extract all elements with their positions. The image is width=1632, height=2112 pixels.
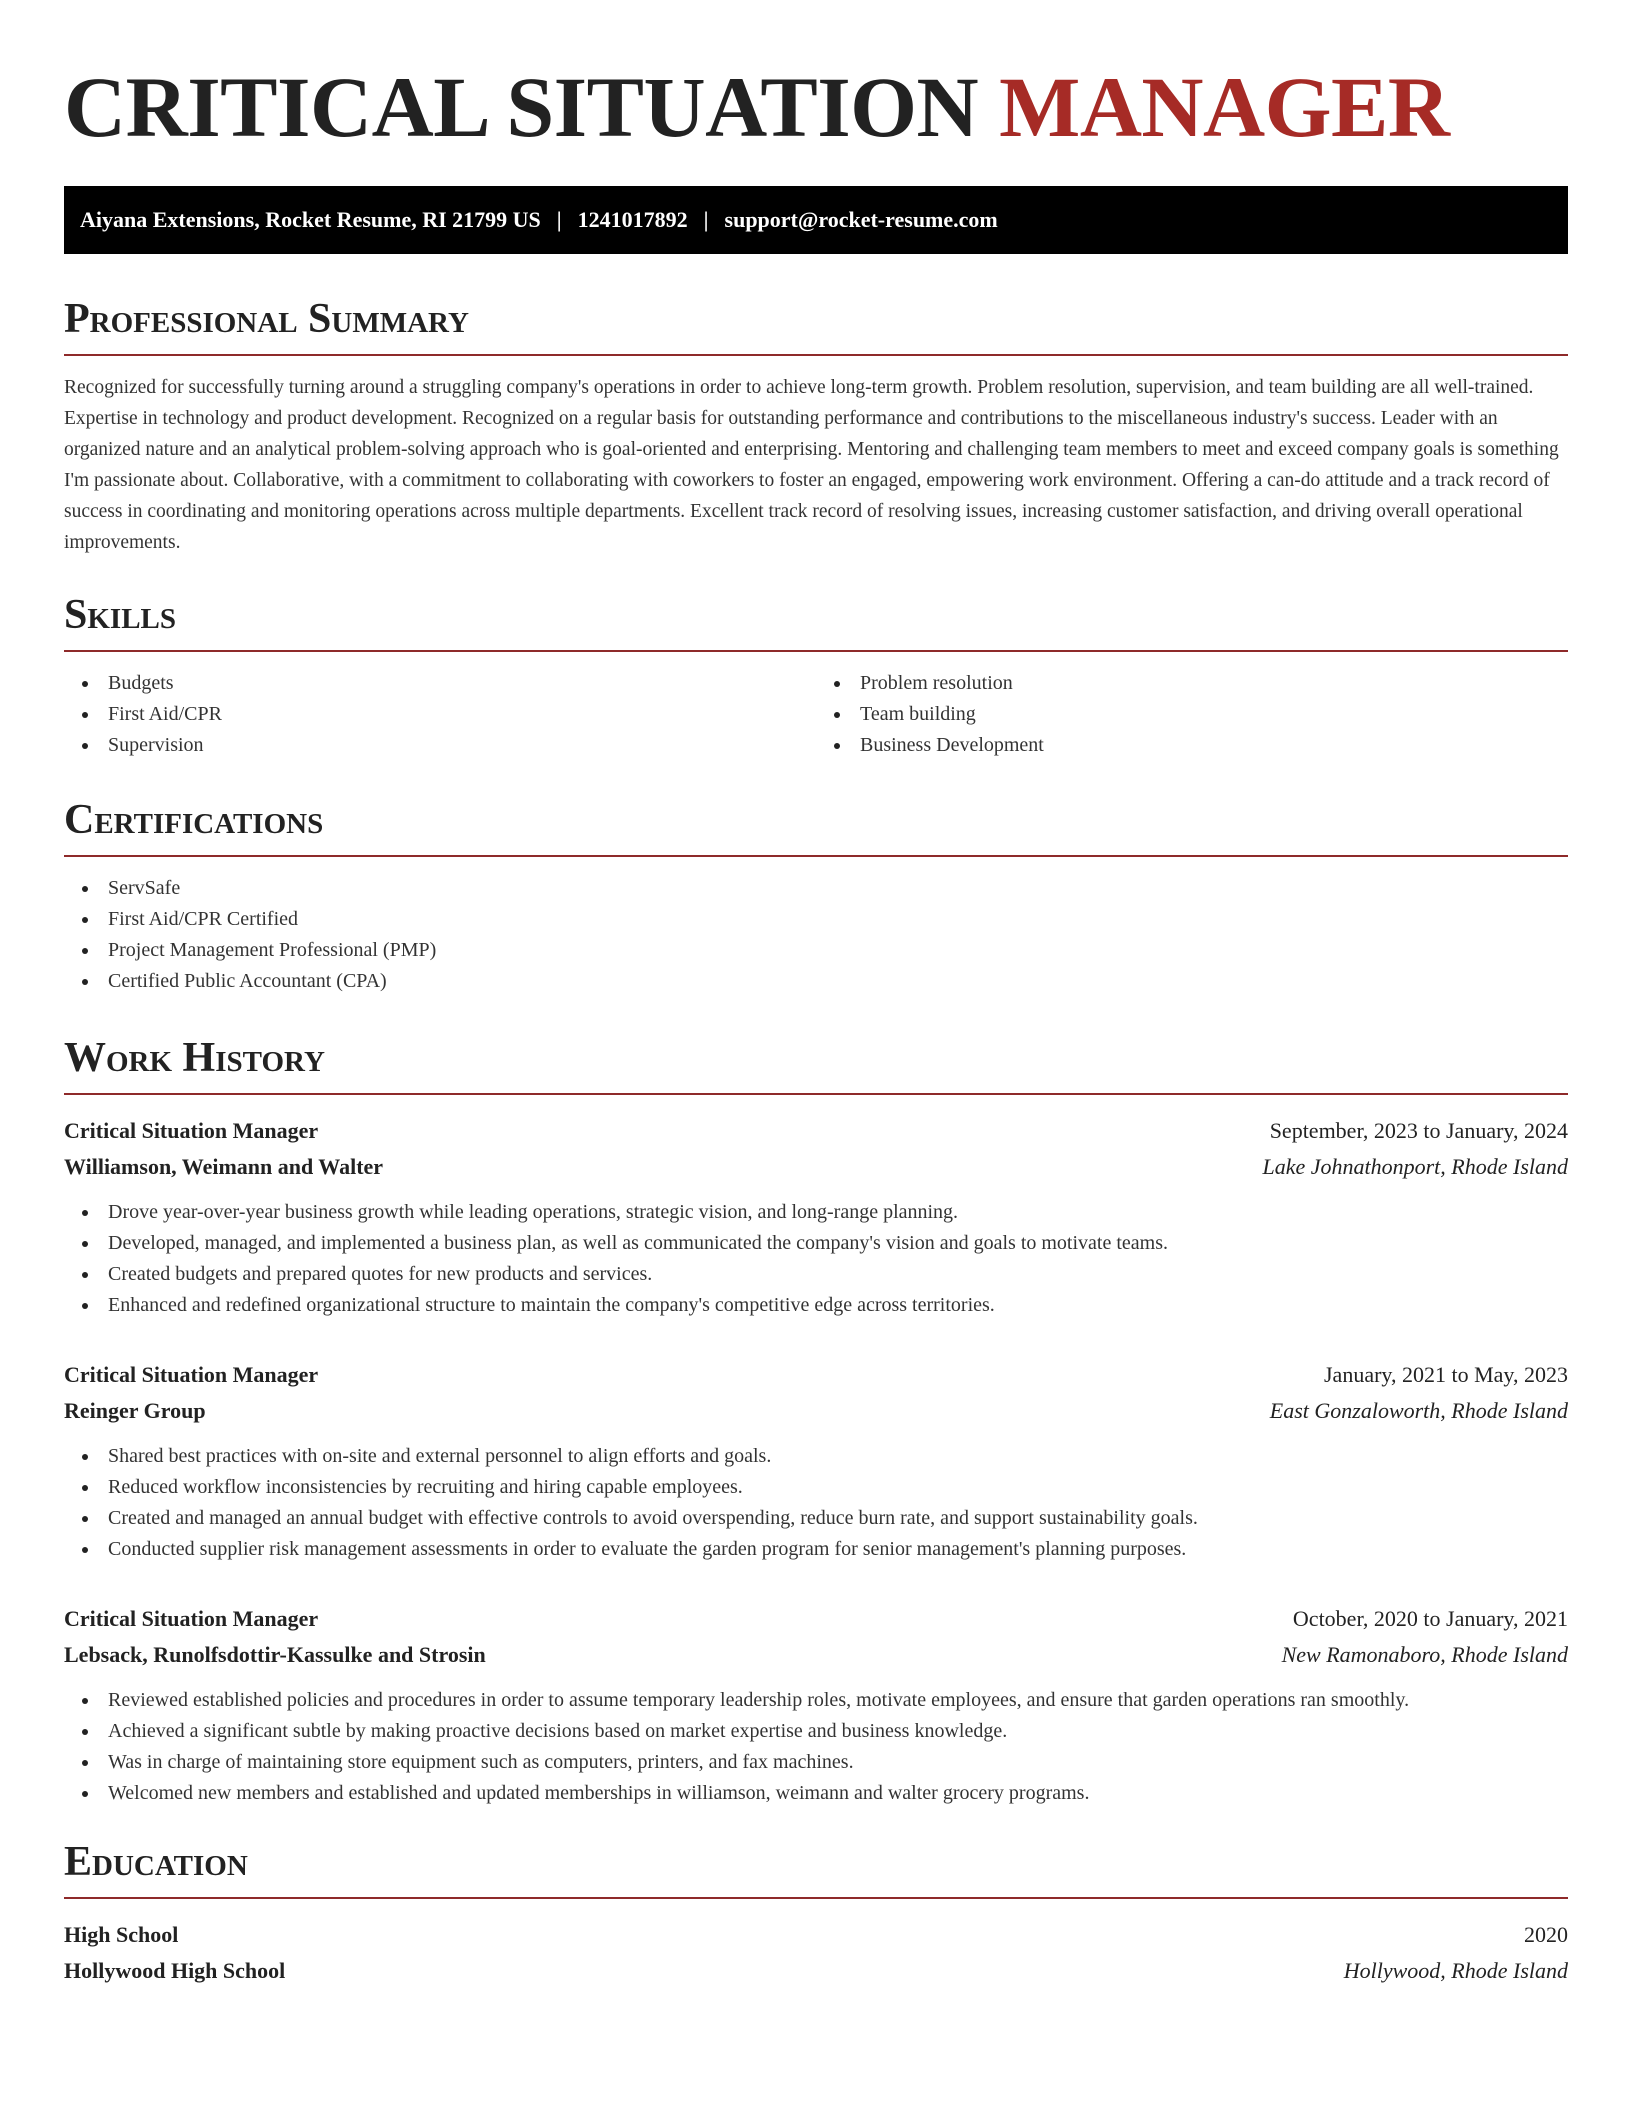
job-bullet: Welcomed new members and established and updated memberships in williamson, weimann and walter grocery programs.: [64, 1778, 1568, 1809]
certification-item: Certified Public Accountant (CPA): [64, 966, 1568, 997]
skills-list-left: [64, 668, 816, 761]
job-bullet: Was in charge of maintaining store equipment such as computers, printers, and fax machines.: [64, 1747, 1568, 1778]
contact-separator: |: [703, 207, 709, 232]
certification-item: First Aid/CPR Certified: [64, 904, 1568, 935]
job-location: New Ramonaboro, Rhode Island: [1281, 1642, 1568, 1667]
education-year: 2020: [1524, 1922, 1568, 1947]
name-accent: MANAGER: [999, 59, 1450, 155]
job-bullet: Conducted supplier risk management assessments in order to evaluate the garden program for senior management's planning purposes.: [64, 1534, 1568, 1565]
summary-section: [64, 298, 1568, 558]
job-company: Lebsack, Runolfsdottir-Kassulke and Strosin: [64, 1642, 486, 1667]
contact-address: Aiyana Extensions, Rocket Resume, RI 21799 US: [80, 207, 541, 232]
job-location: Lake Johnathonport, Rhode Island: [1262, 1154, 1568, 1179]
job-entry: [64, 1113, 1568, 1321]
job-title: Critical Situation Manager: [64, 1362, 319, 1387]
job-entry: [64, 1601, 1568, 1809]
contact-bar: [64, 186, 1568, 254]
education-heading: Education: [64, 1841, 1568, 1899]
job-company-row: [64, 1149, 1568, 1185]
job-bullet: Reviewed established policies and procedures in order to assume temporary leadership roles, motivate employees, and ensure that garden operations ran smoothly.: [64, 1685, 1568, 1716]
certifications-list: [64, 873, 1568, 997]
job-bullets: [64, 1197, 1568, 1321]
skill-item: Budgets: [64, 668, 816, 699]
job-bullet: Created budgets and prepared quotes for new products and services.: [64, 1259, 1568, 1290]
job-bullet: Enhanced and redefined organizational structure to maintain the company's competitive edge across territories.: [64, 1290, 1568, 1321]
education-location: Hollywood, Rhode Island: [1343, 1958, 1568, 1983]
job-header-row: [64, 1357, 1568, 1393]
job-title: Critical Situation Manager: [64, 1118, 319, 1143]
skill-item: Problem resolution: [816, 668, 1568, 699]
education-school-row: [64, 1953, 1568, 1989]
job-header-row: [64, 1113, 1568, 1149]
skills-grid: [64, 668, 1568, 761]
job-header-row: [64, 1601, 1568, 1637]
job-title: Critical Situation Manager: [64, 1606, 319, 1631]
education-entry: [64, 1917, 1568, 1989]
resume-name: [64, 59, 1568, 155]
skill-item: Supervision: [64, 730, 816, 761]
job-bullet: Drove year-over-year business growth while leading operations, strategic vision, and long-range planning.: [64, 1197, 1568, 1228]
job-dates: January, 2021 to May, 2023: [1324, 1362, 1568, 1387]
job-company-row: [64, 1393, 1568, 1429]
education-school: Hollywood High School: [64, 1958, 286, 1983]
summary-text: Recognized for successfully turning around a struggling company's operations in order to achieve long-term growth. Problem resolution, supervision, and team building are all well-trained. Expertise in technology and product development. Recognized on a regular basis for outstanding performance and contributions to the miscellaneous industry's success. Leader with an organized nature and an analytical problem-solving approach who is goal-oriented and enterprising. Mentoring and challenging team members to meet and exceed company goals is something I'm passionate about. Collaborative, with a commitment to collaborating with coworkers to foster an engaged, empowering work environment. Offering a can-do attitude and a track record of success in coordinating and monitoring operations across multiple departments. Excellent track record of resolving issues, increasing customer satisfaction, and driving overall operational improvements.: [64, 377, 1559, 553]
job-bullet: Achieved a significant subtle by making proactive decisions based on market expertise and business knowledge.: [64, 1716, 1568, 1747]
job-entry: [64, 1357, 1568, 1565]
work-history-section: [64, 1037, 1568, 1809]
job-bullets: [64, 1441, 1568, 1565]
skill-item: Team building: [816, 699, 1568, 730]
job-bullets: [64, 1685, 1568, 1809]
job-company-row: [64, 1637, 1568, 1673]
skills-heading: Skills: [64, 594, 1568, 652]
skill-item: First Aid/CPR: [64, 699, 816, 730]
skills-section: [64, 594, 1568, 761]
certification-item: Project Management Professional (PMP): [64, 935, 1568, 966]
summary-heading: Professional Summary: [64, 298, 1568, 356]
job-dates: September, 2023 to January, 2024: [1269, 1118, 1568, 1143]
job-dates: October, 2020 to January, 2021: [1292, 1606, 1568, 1631]
certifications-heading: Certifications: [64, 799, 1568, 857]
contact-separator: |: [556, 207, 562, 232]
job-bullet: Shared best practices with on-site and external personnel to align efforts and goals.: [64, 1441, 1568, 1472]
job-company: Williamson, Weimann and Walter: [64, 1154, 384, 1179]
work-history-heading: Work History: [64, 1037, 1568, 1095]
job-location: East Gonzaloworth, Rhode Island: [1269, 1398, 1568, 1423]
job-bullet: Developed, managed, and implemented a business plan, as well as communicated the company's vision and goals to motivate teams.: [64, 1228, 1568, 1259]
certification-item: ServSafe: [64, 873, 1568, 904]
job-company: Reinger Group: [64, 1398, 206, 1423]
skill-item: Business Development: [816, 730, 1568, 761]
education-degree: High School: [64, 1922, 179, 1947]
contact-email[interactable]: support@rocket-resume.com: [724, 207, 998, 232]
education-section: [64, 1841, 1568, 1989]
certifications-section: [64, 799, 1568, 997]
skills-list-right: [816, 668, 1568, 761]
job-bullet: Created and managed an annual budget with effective controls to avoid overspending, reduce burn rate, and support sustainability goals.: [64, 1503, 1568, 1534]
job-bullet: Reduced workflow inconsistencies by recruiting and hiring capable employees.: [64, 1472, 1568, 1503]
education-header-row: [64, 1917, 1568, 1953]
contact-phone: 1241017892: [577, 207, 688, 232]
name-first: CRITICAL SITUATION: [64, 59, 979, 155]
